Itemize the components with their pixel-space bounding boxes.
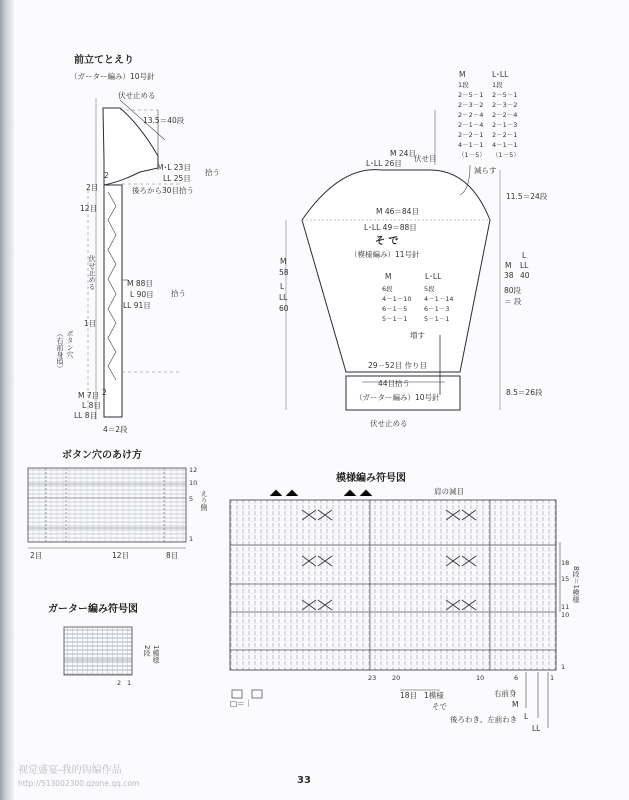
- sleeve-len-m-value: 58: [279, 268, 289, 277]
- watermark-url: http://513002300.qzone.qq.com: [18, 779, 140, 788]
- front-band-mark-2: 2: [104, 171, 109, 180]
- front-band-m88: M 88目: [127, 279, 153, 288]
- sleeve-width-lll: L･LL 49＝88目: [364, 223, 417, 232]
- sleeve-top-m: M 24目: [390, 149, 416, 158]
- front-band-ll91: LL 91目: [123, 301, 151, 310]
- sleeve-len-l: L: [280, 282, 285, 291]
- front-band-piece: [88, 98, 180, 420]
- pattern-axis-1: 1: [550, 674, 555, 682]
- sleeve-m-row-6: 4－1－1: [458, 141, 484, 149]
- garter-rep-2: 1模様: [152, 645, 160, 664]
- sleeve-m-row-1: 2－5－1: [458, 91, 484, 99]
- buttonhole-left: 2目: [30, 551, 43, 560]
- garter-title: ガーター編み符号図: [48, 604, 138, 615]
- pattern-top-label: 肩の減目: [434, 487, 464, 496]
- sleeve-m-row-3: 2－2－4: [458, 111, 484, 119]
- pattern-lh-label: 後ろわき、左前わき: [450, 715, 518, 724]
- buttonhole-title: ボタン穴のあけ方: [62, 450, 142, 461]
- sleeve-ll-row-1: 2－5－1: [492, 91, 518, 99]
- sleeve-right-duan: ＝ 段: [504, 297, 522, 306]
- pattern-right-rep: 8段＝1模様: [572, 566, 580, 603]
- pattern-row-11: 11: [561, 603, 570, 611]
- sleeve-right-eq: 80段: [504, 286, 522, 295]
- sleeve-m-row-7: （1－5）: [458, 151, 486, 159]
- buttonhole-right: 8目: [166, 551, 179, 560]
- front-band-m7: M 7目: [78, 391, 100, 400]
- front-band-ml-stitches: M･L 23目: [157, 163, 191, 172]
- sleeve-inc-lll-header: L･LL: [425, 272, 442, 281]
- front-band-mark-1: 1目: [84, 319, 97, 328]
- sleeve-width-m: M 46＝84目: [376, 207, 419, 216]
- sleeve-inc-m-header: M: [385, 272, 392, 281]
- sleeve-cuff-pattern: （ガーター編み）10号針: [355, 393, 440, 402]
- sleeve-top-lll: L･LL 26目: [366, 159, 402, 168]
- sleeve-m-row-4: 2－1－4: [458, 121, 484, 129]
- sleeve-inc-lll-0: 5段: [424, 285, 435, 293]
- buttonhole-side: えり側: [200, 490, 208, 511]
- pattern-sleeve-label: そで: [432, 702, 447, 711]
- sleeve-cuff-height: 8.5＝26段: [506, 388, 543, 397]
- pattern-right-front: 右前身: [494, 689, 517, 698]
- sleeve-inc-lll-3: 5－1－1: [424, 315, 450, 323]
- buttonhole-row-1: 1: [189, 535, 194, 543]
- watermark-text: 视觉盛宴-我的钩编作品: [18, 765, 122, 776]
- garter-num-1: 1: [127, 679, 132, 687]
- front-band-ll-stitches: LL 25目: [163, 174, 191, 183]
- front-band-pick-up-2: 拾う: [171, 289, 186, 298]
- sleeve-name: そ で: [375, 236, 399, 247]
- pattern-row-18: 18: [561, 559, 570, 567]
- front-band-neck-depth: 13.5＝40段: [143, 116, 185, 125]
- front-band-l90: L 90目: [130, 290, 154, 299]
- sleeve-inc-m-1: 4－1－10: [382, 295, 412, 303]
- sleeve-right-m-value: 38: [504, 271, 514, 280]
- sleeve-lll-header: L･LL: [492, 70, 509, 79]
- sleeve-m-row-2: 2－3－2: [458, 101, 484, 109]
- sleeve-cuff-picks: 44目拾う: [378, 379, 411, 388]
- sleeve-ll-row-0: 1段: [492, 81, 503, 89]
- sleeve-right-ll: LL: [520, 261, 529, 270]
- sleeve-pattern: （模様編み）11号針: [350, 250, 420, 259]
- sleeve-len-ll: LL: [279, 293, 288, 302]
- sleeve-cuff-stitches: 29－52目 作り目: [368, 361, 427, 370]
- front-band-l8: L 8目: [82, 401, 101, 410]
- front-band-subtitle: （ガーター編み）10号針: [70, 72, 155, 81]
- front-band-mark-12: 12目: [80, 204, 98, 213]
- sleeve-inc-m-3: 5－1－1: [382, 315, 408, 323]
- sleeve-inc-lll-2: 6－1－3: [424, 305, 450, 313]
- sleeve-increase: 増す: [410, 331, 425, 340]
- front-band-bottom: 4＝2段: [103, 425, 128, 434]
- buttonhole-row-12: 12: [189, 466, 198, 474]
- sleeve-ll-row-6: 4－1－1: [492, 141, 518, 149]
- front-band-bind-off: 伏せ止める: [118, 91, 156, 100]
- pattern-row-1: 1: [561, 663, 566, 671]
- sleeve-right-m: M: [505, 261, 512, 270]
- pattern-row-15: 15: [561, 575, 570, 583]
- sleeve-ll-row-3: 2－2－4: [492, 111, 518, 119]
- sleeve-m-header: M: [459, 70, 466, 79]
- sleeve-ll-row-2: 2－3－2: [492, 101, 518, 109]
- pattern-axis-20: 20: [392, 674, 401, 682]
- sleeve-m-row-5: 2－2－1: [458, 131, 484, 139]
- pattern-size-l: L: [524, 712, 529, 721]
- page-number: 33: [297, 775, 311, 786]
- pattern-size-m: M: [512, 700, 519, 709]
- buttonhole-mid: 12目: [112, 551, 130, 560]
- pattern-rep-label: 1模様: [424, 691, 444, 700]
- buttonhole-row-10: 10: [189, 479, 198, 487]
- front-band-title: 前立てとえり: [74, 55, 134, 66]
- sleeve-ll-row-5: 2－2－1: [492, 131, 518, 139]
- pattern-axis-6: 6: [514, 674, 519, 682]
- sleeve-reduce: 減らす: [474, 166, 497, 175]
- sleeve-inc-m-2: 6－1－5: [382, 305, 408, 313]
- front-band-buttonhole-label-2: （右前身頃）: [56, 330, 64, 372]
- pattern-row-10: 10: [561, 611, 570, 619]
- front-band-buttonhole-label: ボタン穴: [66, 330, 74, 358]
- buttonhole-row-5: 5: [189, 495, 194, 503]
- sleeve-cap-height: 11.5＝24段: [506, 192, 548, 201]
- sleeve-cuff-bind: 伏せ止める: [370, 419, 408, 428]
- garter-num-2: 2: [117, 679, 122, 687]
- sleeve-ll-row-7: （1－5）: [492, 151, 520, 159]
- sleeve-right-l: L: [522, 251, 527, 260]
- pattern-axis-23: 23: [368, 674, 377, 682]
- sleeve-inc-m-0: 6段: [382, 285, 393, 293]
- garter-chart: [64, 627, 132, 675]
- front-band-pick-up: 拾う: [205, 168, 220, 177]
- front-band-ll8: LL 8目: [74, 411, 98, 420]
- front-band-pick-back: 後ろから30目拾う: [132, 186, 195, 195]
- sleeve-m-row-0: 1段: [458, 81, 469, 89]
- front-band-bottom-2: 2: [102, 388, 107, 397]
- sleeve-inc-lll-1: 4－1－14: [424, 295, 454, 303]
- sleeve-top-bind: 伏せ目: [414, 154, 437, 163]
- garter-rep: 2段: [143, 645, 151, 657]
- pattern-size-ll: LL: [532, 724, 541, 733]
- pattern-axis-10: 10: [476, 674, 485, 682]
- buttonhole-chart: [28, 468, 186, 548]
- front-band-mark-2-stitches: 2目: [86, 183, 99, 192]
- sleeve-len-ll-value: 60: [279, 304, 289, 313]
- sleeve-right-l-value: 40: [520, 271, 530, 280]
- sleeve-ll-row-4: 2－1－3: [492, 121, 518, 129]
- pattern-legend: □＝｜: [230, 699, 253, 708]
- front-band-bind-off-vertical: 伏せ止める: [88, 255, 96, 290]
- pattern-chart-title: 模様編み符号図: [336, 473, 406, 484]
- sleeve-len-m: M: [280, 257, 287, 266]
- pattern-rep-18: 18目: [400, 691, 418, 700]
